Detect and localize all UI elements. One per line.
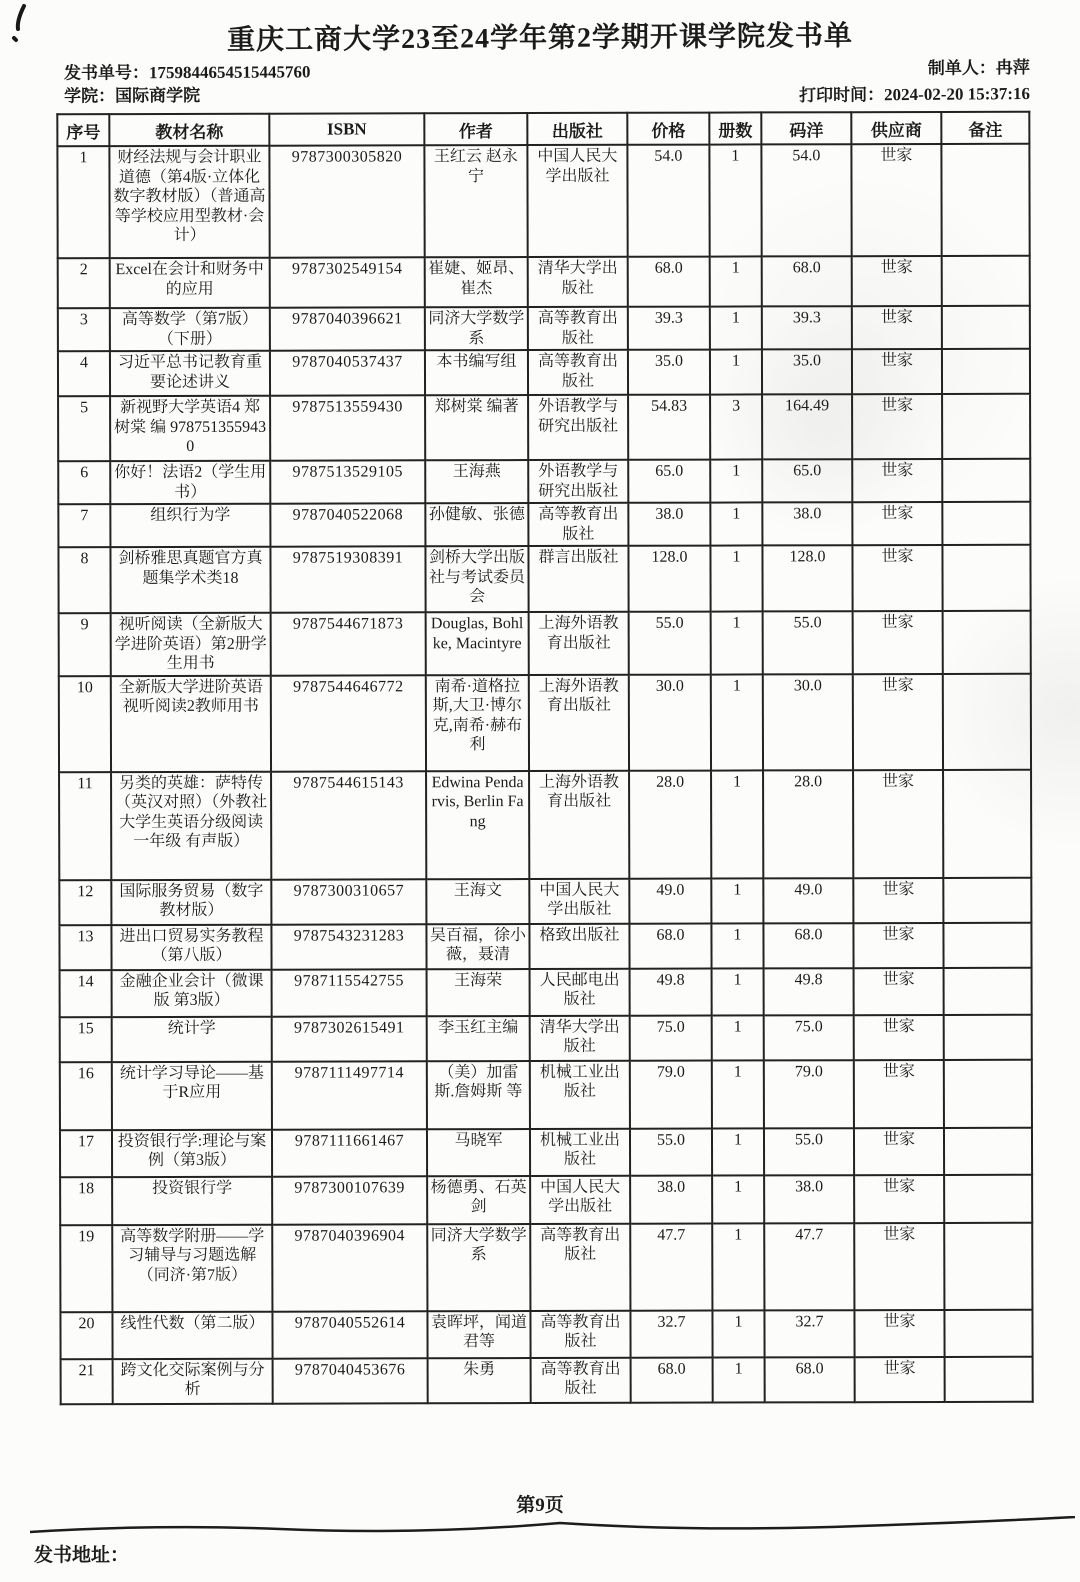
cell-price: 35.0: [628, 350, 710, 395]
table-row: [58, 349, 1030, 397]
column-header-seq: 序号: [57, 114, 109, 146]
cell-author: 李玉红主编: [427, 1016, 530, 1061]
column-header-name: 教材名称: [109, 114, 269, 146]
table-row: [60, 1309, 1032, 1359]
cell-isbn: 9787040396904: [272, 1224, 427, 1311]
cell-price: 30.0: [629, 674, 711, 770]
cell-seq: 9: [59, 613, 111, 676]
cell-total: 79.0: [764, 1060, 854, 1128]
meta-left-block: [64, 61, 311, 108]
column-header-supplier: 供应商: [851, 112, 941, 144]
cell-qty: 1: [712, 1175, 764, 1223]
cell-author: 王海燕: [425, 460, 528, 503]
cell-supplier: 世家: [854, 1223, 944, 1310]
column-header-author: 作者: [424, 113, 527, 145]
cell-seq: 20: [60, 1312, 112, 1359]
cell-seq: 19: [60, 1225, 112, 1312]
cell-remark: [944, 1127, 1032, 1174]
cell-name: 你好！法语2（学生用书）: [110, 461, 270, 504]
table-row: [59, 877, 1031, 925]
cell-price: 38.0: [630, 1175, 712, 1223]
cell-remark: [945, 1356, 1033, 1401]
cell-qty: 1: [711, 878, 763, 923]
cell-qty: 1: [710, 502, 762, 545]
column-header-price: 价格: [627, 113, 709, 145]
cell-total: 54.0: [761, 144, 851, 256]
address-label: 发书地址：: [34, 1545, 130, 1566]
order-number-line: [64, 61, 311, 85]
cell-supplier: 世家: [854, 1175, 944, 1223]
cell-qty: 1: [710, 306, 762, 349]
cell-seq: 18: [60, 1177, 112, 1225]
cell-author: 剑桥大学出版社与考试委员会: [425, 546, 528, 612]
cell-author: 同济大学数学系: [425, 307, 528, 350]
cell-author: 王红云 赵永宁: [424, 145, 527, 257]
cell-price: 68.0: [628, 257, 710, 307]
college-line: [64, 84, 311, 108]
cell-qty: 1: [710, 256, 762, 306]
cell-remark: [944, 967, 1032, 1014]
cell-qty: 1: [709, 144, 761, 256]
cell-seq: 2: [58, 258, 110, 308]
cell-total: 55.0: [764, 1128, 854, 1175]
cell-author: 本书编写组: [425, 350, 528, 395]
column-header-total: 码洋: [761, 112, 851, 144]
cell-isbn: 9787302549154: [270, 257, 425, 307]
cell-publisher: 机械工业出版社: [530, 1060, 630, 1128]
cell-total: 35.0: [762, 349, 852, 394]
cell-remark: [942, 545, 1030, 611]
cell-isbn: 9787513529105: [270, 460, 425, 503]
cell-total: 39.3: [762, 306, 852, 349]
table-row: [58, 306, 1030, 352]
cell-supplier: 世家: [854, 1128, 944, 1175]
cell-publisher: 群言出版社: [528, 546, 628, 612]
cell-supplier: 世家: [853, 611, 943, 674]
cell-supplier: 世家: [852, 256, 942, 306]
cell-price: 79.0: [630, 1060, 712, 1128]
cell-supplier: 世家: [853, 674, 943, 770]
cell-remark: [943, 877, 1031, 922]
cell-publisher: 中国人民大学出版社: [527, 145, 627, 257]
cell-price: 32.7: [630, 1310, 712, 1357]
table-row: [60, 1222, 1032, 1312]
cell-remark: [944, 1222, 1032, 1309]
cell-author: 同济大学数学系: [427, 1224, 530, 1311]
cell-name: 视听阅读（全新版大学进阶英语）第2册学生用书: [111, 613, 271, 676]
cell-remark: [943, 673, 1031, 769]
cell-price: 55.0: [630, 1128, 712, 1175]
maker-label: 制单人：: [927, 58, 996, 78]
maker-value: 冉萍: [995, 57, 1030, 78]
cell-author: 南希·道格拉斯,大卫·博尔克,南希·赫布利: [426, 675, 529, 771]
cell-seq: 7: [58, 504, 110, 547]
cell-remark: [943, 611, 1031, 674]
cell-price: 65.0: [628, 460, 710, 503]
cell-author: 孙健敏、张德: [425, 503, 528, 546]
cell-seq: 14: [60, 970, 112, 1017]
cell-publisher: 外语教学与研究出版社: [528, 395, 628, 460]
print-time-label: 打印时间：: [799, 84, 885, 105]
cell-name: 新视野大学英语4 郑树棠 编 9787513559430: [110, 396, 270, 461]
cell-supplier: 世家: [852, 349, 942, 394]
cell-author: 吴百福，徐小薇，聂清: [426, 924, 529, 969]
cell-seq: 6: [58, 461, 110, 504]
cell-publisher: 上海外语教育出版社: [529, 770, 629, 878]
cell-name: 全新版大学进阶英语视听阅读2教师用书: [111, 675, 271, 771]
cell-total: 38.0: [764, 1175, 854, 1223]
cell-name: 统计学: [112, 1016, 272, 1061]
cell-total: 49.8: [764, 968, 854, 1015]
cell-total: 164.49: [762, 394, 852, 459]
table-row: [58, 502, 1030, 548]
table-row: [57, 144, 1029, 259]
cell-remark: [942, 502, 1030, 545]
cell-qty: 1: [711, 674, 763, 770]
cell-name: 高等数学（第7版）（下册）: [110, 308, 270, 351]
cell-publisher: 高等教育出版社: [528, 503, 628, 546]
cell-supplier: 世家: [852, 502, 942, 545]
cell-name: 投资银行学:理论与案例（第3版）: [112, 1129, 272, 1176]
cell-qty: 1: [711, 612, 763, 675]
cell-supplier: 世家: [853, 878, 943, 923]
cell-qty: 1: [710, 459, 762, 502]
cell-total: 68.0: [763, 923, 853, 968]
cell-name: 财经法规与会计职业道德（第4版·立体化数字教材版）（普通高等学校应用型教材·会计）: [109, 146, 269, 258]
cell-name: 国际服务贸易（数字教材版）: [111, 879, 271, 924]
cell-name: Excel在会计和财务中的应用: [110, 258, 270, 308]
cell-supplier: 世家: [852, 394, 942, 459]
cell-price: 55.0: [629, 612, 711, 675]
cell-price: 38.0: [628, 503, 710, 546]
cell-supplier: 世家: [852, 459, 942, 502]
cell-remark: [943, 922, 1031, 967]
college-value: 国际商学院: [115, 85, 201, 106]
cell-publisher: 机械工业出版社: [530, 1128, 630, 1175]
table-row: [60, 1059, 1032, 1130]
cell-supplier: 世家: [855, 1357, 945, 1402]
cell-isbn: 9787111497714: [272, 1061, 427, 1129]
cell-isbn: 9787544615143: [271, 771, 426, 879]
cell-isbn: 9787513559430: [270, 395, 425, 460]
cell-total: 128.0: [762, 545, 852, 611]
cell-qty: 1: [712, 968, 764, 1015]
cell-qty: 1: [713, 1357, 765, 1402]
cell-isbn: 9787040537437: [270, 350, 425, 395]
cell-name: 习近平总书记教育重要论述讲义: [110, 351, 270, 396]
cell-name: 投资银行学: [112, 1176, 272, 1224]
cell-isbn: 9787544646772: [271, 675, 426, 771]
cell-qty: 3: [710, 394, 762, 459]
cell-seq: 13: [59, 925, 111, 970]
cell-remark: [944, 1059, 1032, 1127]
cell-supplier: 世家: [854, 1060, 944, 1128]
cell-author: （美）加雷斯.詹姆斯 等: [427, 1061, 530, 1129]
cell-remark: [943, 769, 1031, 877]
print-time-value: 2024-02-20 15:37:16: [884, 83, 1031, 104]
cell-total: 30.0: [763, 674, 853, 770]
order-number-label: 发书单号：: [63, 63, 149, 83]
cell-isbn: 9787040552614: [272, 1311, 427, 1358]
cell-author: 袁晖坪，闻道君等: [427, 1311, 530, 1358]
cell-qty: 1: [712, 1223, 764, 1310]
cell-isbn: 9787544671873: [271, 612, 426, 675]
cell-isbn: 9787115542755: [272, 969, 427, 1016]
meta-right-block: [799, 55, 1030, 108]
cell-price: 68.0: [631, 1357, 713, 1402]
cell-price: 54.83: [628, 395, 710, 460]
cell-supplier: 世家: [852, 545, 942, 611]
cell-remark: [942, 394, 1030, 459]
cell-price: 75.0: [630, 1015, 712, 1060]
cell-name: 线性代数（第二版）: [112, 1311, 272, 1358]
cell-remark: [944, 1174, 1032, 1222]
cell-author: 杨德勇、石英剑: [427, 1176, 530, 1224]
table-row: [60, 967, 1032, 1017]
cell-isbn: 9787300305820: [269, 145, 424, 257]
cell-isbn: 9787040453676: [273, 1358, 428, 1403]
cell-remark: [941, 144, 1029, 256]
cell-qty: 1: [712, 1128, 764, 1175]
table-row: [59, 673, 1031, 772]
cell-supplier: 世家: [854, 1310, 944, 1357]
cell-remark: [942, 256, 1030, 306]
cell-price: 68.0: [629, 923, 711, 968]
cell-publisher: 高等教育出版社: [528, 307, 628, 350]
cell-isbn: 9787519308391: [270, 546, 425, 612]
cell-qty: 1: [711, 770, 763, 878]
cell-publisher: 高等教育出版社: [528, 350, 628, 395]
order-number-value: 1759844654515445760: [148, 62, 311, 83]
cell-seq: 21: [61, 1359, 113, 1404]
cell-remark: [944, 1309, 1032, 1356]
cell-total: 49.0: [763, 878, 853, 923]
cell-supplier: 世家: [854, 968, 944, 1015]
cell-publisher: 中国人民大学出版社: [529, 878, 629, 923]
cell-seq: 5: [58, 396, 110, 461]
table-row: [59, 769, 1031, 880]
cell-publisher: 高等教育出版社: [530, 1223, 630, 1310]
cell-remark: [942, 459, 1030, 502]
cell-total: 68.0: [762, 256, 852, 306]
page-number: 第9页: [516, 1495, 564, 1516]
cell-qty: 1: [711, 923, 763, 968]
cell-isbn: 9787040522068: [270, 503, 425, 546]
print-time-line: [799, 80, 1030, 108]
cell-seq: 1: [57, 146, 109, 258]
cell-author: Douglas, Bohlke, Macintyre: [426, 612, 529, 675]
cell-seq: 15: [60, 1017, 112, 1062]
cell-seq: 4: [58, 351, 110, 396]
cell-name: 金融企业会计（微课版 第3版）: [112, 969, 272, 1016]
table-row: [58, 394, 1030, 462]
cell-supplier: 世家: [854, 1015, 944, 1060]
column-header-qty: 册数: [709, 112, 761, 144]
cell-qty: 1: [712, 1015, 764, 1060]
cell-seq: 16: [60, 1062, 112, 1130]
cell-isbn: 9787300310657: [271, 879, 426, 924]
column-header-publisher: 出版社: [527, 113, 627, 145]
maker-line: [799, 55, 1030, 83]
cell-price: 128.0: [628, 546, 710, 612]
cell-name: 统计学习导论——基于R应用: [112, 1061, 272, 1129]
cell-price: 49.0: [629, 878, 711, 923]
table-row: [60, 1127, 1032, 1177]
cell-name: 另类的英雄：萨特传（英汉对照）（外教社大学生英语分级阅读一年级 有声版）: [111, 771, 271, 879]
cell-remark: [944, 1014, 1032, 1059]
column-header-isbn: ISBN: [269, 113, 424, 145]
cell-author: 朱勇: [428, 1358, 531, 1403]
cell-total: 28.0: [763, 770, 853, 878]
cell-name: 剑桥雅思真题官方真题集学术类18: [110, 547, 270, 613]
cell-isbn: 9787040396621: [270, 307, 425, 350]
table-header-row: [57, 112, 1029, 147]
cell-remark: [942, 306, 1030, 349]
cell-price: 47.7: [630, 1223, 712, 1310]
cell-publisher: 清华大学出版社: [530, 1015, 630, 1060]
cell-qty: 1: [712, 1310, 764, 1357]
cell-author: Edwina Pendarvis, Berlin Fang: [426, 771, 529, 879]
cell-remark: [942, 349, 1030, 394]
page-title: 重庆工商大学23至24学年第2学期开课学院发书单: [226, 20, 854, 57]
college-label: 学院：: [64, 86, 116, 106]
cell-seq: 10: [59, 676, 111, 772]
cell-supplier: 世家: [853, 770, 943, 878]
cell-total: 32.7: [764, 1310, 854, 1357]
column-header-remark: 备注: [941, 112, 1029, 144]
table-row: [58, 545, 1030, 614]
cell-qty: 1: [710, 546, 762, 612]
cell-qty: 1: [710, 349, 762, 394]
cell-publisher: 高等教育出版社: [530, 1310, 630, 1357]
cell-author: 崔婕、姬昂、崔杰: [425, 257, 528, 307]
cell-name: 组织行为学: [110, 504, 270, 547]
cell-publisher: 外语教学与研究出版社: [528, 460, 628, 503]
cell-name: 高等数学附册——学习辅导与习题选解（同济·第7版）: [112, 1224, 272, 1311]
table-row: [59, 611, 1031, 676]
cell-isbn: 9787302615491: [272, 1016, 427, 1061]
cell-name: 进出口贸易实务教程（第八版）: [111, 924, 271, 969]
table-row: [58, 459, 1030, 505]
cell-total: 47.7: [764, 1223, 854, 1310]
cell-publisher: 高等教育出版社: [531, 1357, 631, 1402]
cell-publisher: 人民邮电出版社: [530, 968, 630, 1015]
cell-publisher: 清华大学出版社: [528, 257, 628, 307]
table-row: [59, 922, 1031, 970]
table-row: [61, 1356, 1033, 1404]
table-row: [60, 1014, 1032, 1062]
cell-isbn: 9787300107639: [272, 1176, 427, 1224]
cell-price: 54.0: [627, 145, 709, 257]
cell-total: 75.0: [764, 1015, 854, 1060]
cell-author: 王海荣: [427, 969, 530, 1016]
cell-publisher: 上海外语教育出版社: [529, 674, 629, 770]
table-row: [58, 256, 1030, 309]
cell-seq: 17: [60, 1130, 112, 1177]
cell-price: 28.0: [629, 770, 711, 878]
cell-seq: 11: [59, 772, 111, 880]
cell-author: 郑树棠 编著: [425, 395, 528, 460]
cell-author: 王海文: [426, 879, 529, 924]
cell-price: 49.8: [630, 968, 712, 1015]
footer-divider-line: [0, 1516, 1080, 1540]
cell-seq: 3: [58, 308, 110, 351]
cell-seq: 12: [59, 880, 111, 925]
cell-supplier: 世家: [852, 306, 942, 349]
cell-total: 55.0: [763, 611, 853, 674]
cell-publisher: 中国人民大学出版社: [530, 1175, 630, 1223]
cell-isbn: 9787111661467: [272, 1129, 427, 1176]
cell-publisher: 上海外语教育出版社: [529, 612, 629, 675]
table-row: [60, 1174, 1032, 1225]
cell-supplier: 世家: [853, 923, 943, 968]
cell-total: 38.0: [762, 502, 852, 545]
cell-total: 68.0: [765, 1357, 855, 1402]
cell-name: 跨文化交际案例与分析: [113, 1358, 273, 1403]
cell-seq: 8: [58, 547, 110, 613]
cell-price: 39.3: [628, 307, 710, 350]
cell-author: 马晓军: [427, 1129, 530, 1176]
cell-supplier: 世家: [851, 144, 941, 256]
book-list-table: [56, 111, 1033, 1405]
cell-publisher: 格致出版社: [529, 923, 629, 968]
cell-total: 65.0: [762, 459, 852, 502]
cell-isbn: 9787543231283: [271, 924, 426, 969]
cell-qty: 1: [712, 1060, 764, 1128]
